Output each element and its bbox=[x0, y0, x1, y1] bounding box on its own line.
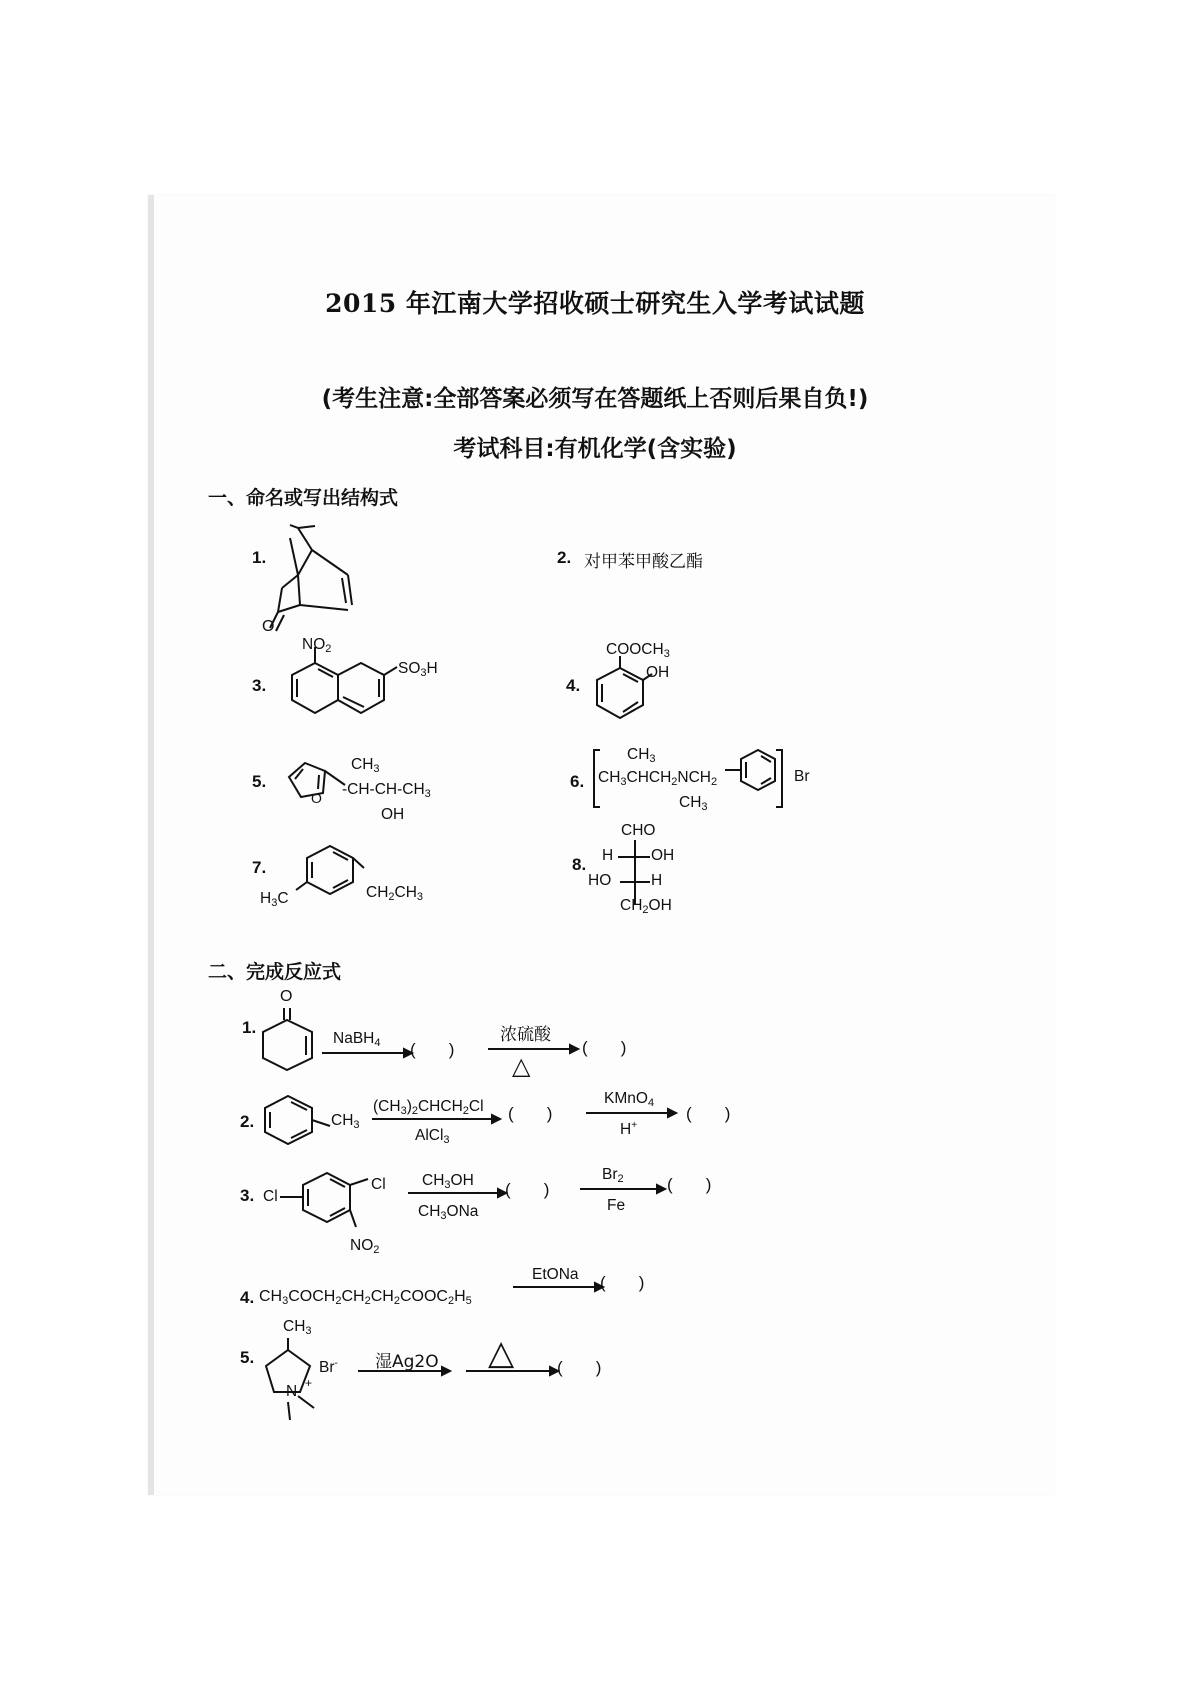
s1-item1-oxygen: O bbox=[262, 618, 275, 635]
s1-item4-num: 4. bbox=[566, 676, 581, 695]
s2-item3-blank2[interactable]: ( ) bbox=[667, 1175, 712, 1194]
s1-item1-structure bbox=[260, 520, 370, 635]
s2-item3-num: 3. bbox=[240, 1186, 255, 1205]
s2-item1-num: 1. bbox=[242, 1018, 257, 1037]
s2-item3-blank1[interactable]: ( ) bbox=[505, 1180, 550, 1199]
s1-item5-methyl: $CH_3$ bbox=[351, 756, 380, 775]
s1-item8-h-left: H bbox=[602, 847, 614, 864]
s1-item6-bromide: Br bbox=[794, 768, 810, 785]
s1-item8-h-right: H bbox=[651, 872, 663, 889]
s2-item1-cyclohexenone bbox=[260, 1000, 320, 1080]
s2-item5-arrow1 bbox=[358, 1366, 450, 1376]
s2-item3-reagent2-top: $Br_2$ bbox=[602, 1166, 624, 1185]
exam-notice: (考生注意:全部答案必须写在答题纸上否则后果自负!) bbox=[321, 386, 869, 412]
exam-title: 2015 年江南大学招收硕士研究生入学考试试题 bbox=[325, 289, 865, 318]
s1-item6-num: 6. bbox=[570, 772, 585, 791]
s1-item8-ho-left: HO bbox=[588, 872, 612, 889]
section1-heading: 一、命名或写出结构式 bbox=[208, 487, 399, 509]
s1-item1-num: 1. bbox=[252, 548, 267, 567]
s2-item3-nitro: $NO_2$ bbox=[350, 1237, 380, 1256]
s1-item5-ring-oxygen: O bbox=[311, 790, 322, 806]
s2-item3-reagent1-top: $CH_3OH$ bbox=[422, 1172, 474, 1191]
s2-item2-reagent1-top: $(CH_3)_2CHCH_2Cl$ bbox=[373, 1098, 484, 1117]
s2-item2-reagent2-bottom: H+ bbox=[620, 1120, 638, 1138]
s2-item2-methyl: $CH_3$ bbox=[331, 1112, 360, 1131]
s2-item1-oxygen: O bbox=[280, 988, 293, 1005]
s1-item5-num: 5. bbox=[252, 772, 267, 791]
s1-item4-ester: $COOCH_3$ bbox=[606, 641, 670, 660]
s2-item5-blank[interactable]: ( ) bbox=[557, 1358, 602, 1377]
s2-item2-blank1[interactable]: ( ) bbox=[508, 1104, 553, 1123]
s2-item3-benzene bbox=[280, 1165, 380, 1245]
s2-item1-arrow2 bbox=[488, 1044, 578, 1054]
s2-item1-blank1[interactable]: ( ) bbox=[410, 1040, 455, 1059]
s2-item5-methyl: $CH_3$ bbox=[283, 1318, 312, 1337]
s2-item5-reagent1: 湿Ag2O bbox=[375, 1352, 439, 1372]
s2-item3-cl-right: Cl bbox=[371, 1176, 386, 1193]
s1-item8-oh-right: OH bbox=[651, 847, 675, 864]
s1-item4-hydroxy: OH bbox=[646, 664, 670, 681]
s1-item2-name: 对甲苯甲酸乙酯 bbox=[584, 552, 703, 572]
s1-item3-naphthalene bbox=[285, 655, 395, 735]
s2-item5-bromide: Br- bbox=[319, 1358, 338, 1376]
s2-item4-num: 4. bbox=[240, 1288, 255, 1307]
s1-item6-chain: $CH_3CHCH_2NCH_2$ bbox=[598, 769, 718, 788]
s2-item5-num: 5. bbox=[240, 1348, 255, 1367]
s1-item6-methyl-bottom: $CH_3$ bbox=[679, 794, 708, 813]
s2-item5-heat: △ bbox=[488, 1333, 515, 1373]
exam-subject: 考试科目:有机化学(含实验) bbox=[453, 436, 737, 462]
s1-item6-methyl-top: $CH_3$ bbox=[627, 746, 656, 765]
s2-item2-reagent1-bottom: AlCl$_3$ bbox=[415, 1127, 450, 1146]
s2-item5-nitrogen: N bbox=[286, 1383, 298, 1400]
s1-item5-chain: $-CH-CH-CH_3$ bbox=[342, 781, 431, 800]
s1-item3-num: 3. bbox=[252, 676, 267, 695]
s1-item7-ethyl: $CH_2CH_3$ bbox=[366, 884, 424, 903]
section2-heading: 二、完成反应式 bbox=[208, 961, 342, 983]
s2-item2-arrow2 bbox=[586, 1108, 676, 1118]
s2-item3-arrow1 bbox=[408, 1188, 506, 1198]
s1-item3-nitro: $NO_2$ bbox=[302, 636, 332, 655]
s1-item8-aldehyde: CHO bbox=[621, 822, 656, 839]
s1-item5-hydroxy: OH bbox=[381, 806, 405, 823]
s2-item1-reagent2-top: 浓硫酸 bbox=[500, 1025, 551, 1045]
s2-item2-blank2[interactable]: ( ) bbox=[686, 1104, 731, 1123]
s2-item2-reagent2-top: KMnO$_4$ bbox=[604, 1090, 655, 1109]
s2-item5-arrow2 bbox=[466, 1366, 558, 1376]
s2-item2-arrow1 bbox=[372, 1114, 500, 1124]
s2-item1-reagent1: NaBH$_4$ bbox=[333, 1030, 381, 1049]
s2-item4-blank[interactable]: ( ) bbox=[600, 1273, 645, 1292]
s1-item8-num: 8. bbox=[572, 855, 587, 874]
s1-item7-num: 7. bbox=[252, 858, 267, 877]
s1-item8-ch2oh: $CH_2OH$ bbox=[620, 897, 672, 916]
s1-item3-sulfo: $SO_3H$ bbox=[398, 660, 438, 679]
s2-item3-reagent2-bottom: Fe bbox=[607, 1197, 626, 1214]
s2-item1-blank2[interactable]: ( ) bbox=[582, 1038, 627, 1057]
s2-item3-cl-left: Cl bbox=[263, 1188, 278, 1205]
s2-item1-arrow1 bbox=[322, 1048, 412, 1058]
s2-item2-toluene bbox=[262, 1090, 342, 1160]
s2-item4-arrow bbox=[513, 1282, 603, 1292]
s2-item3-arrow2 bbox=[580, 1184, 665, 1194]
s2-item2-num: 2. bbox=[240, 1112, 255, 1131]
s1-item2-num: 2. bbox=[557, 548, 572, 567]
s2-item1-heat: △ bbox=[512, 1052, 531, 1080]
s2-item4-reagent: EtONa bbox=[532, 1266, 579, 1283]
s2-item5-charge: + bbox=[305, 1376, 313, 1390]
s2-item3-reagent1-bottom: $CH_3ONa$ bbox=[418, 1203, 479, 1222]
s2-item4-formula: $CH_3COCH_2CH_2CH_2COOC_2H_5$ bbox=[259, 1288, 472, 1307]
s1-item7-methyl: $H_3C$ bbox=[260, 890, 289, 909]
